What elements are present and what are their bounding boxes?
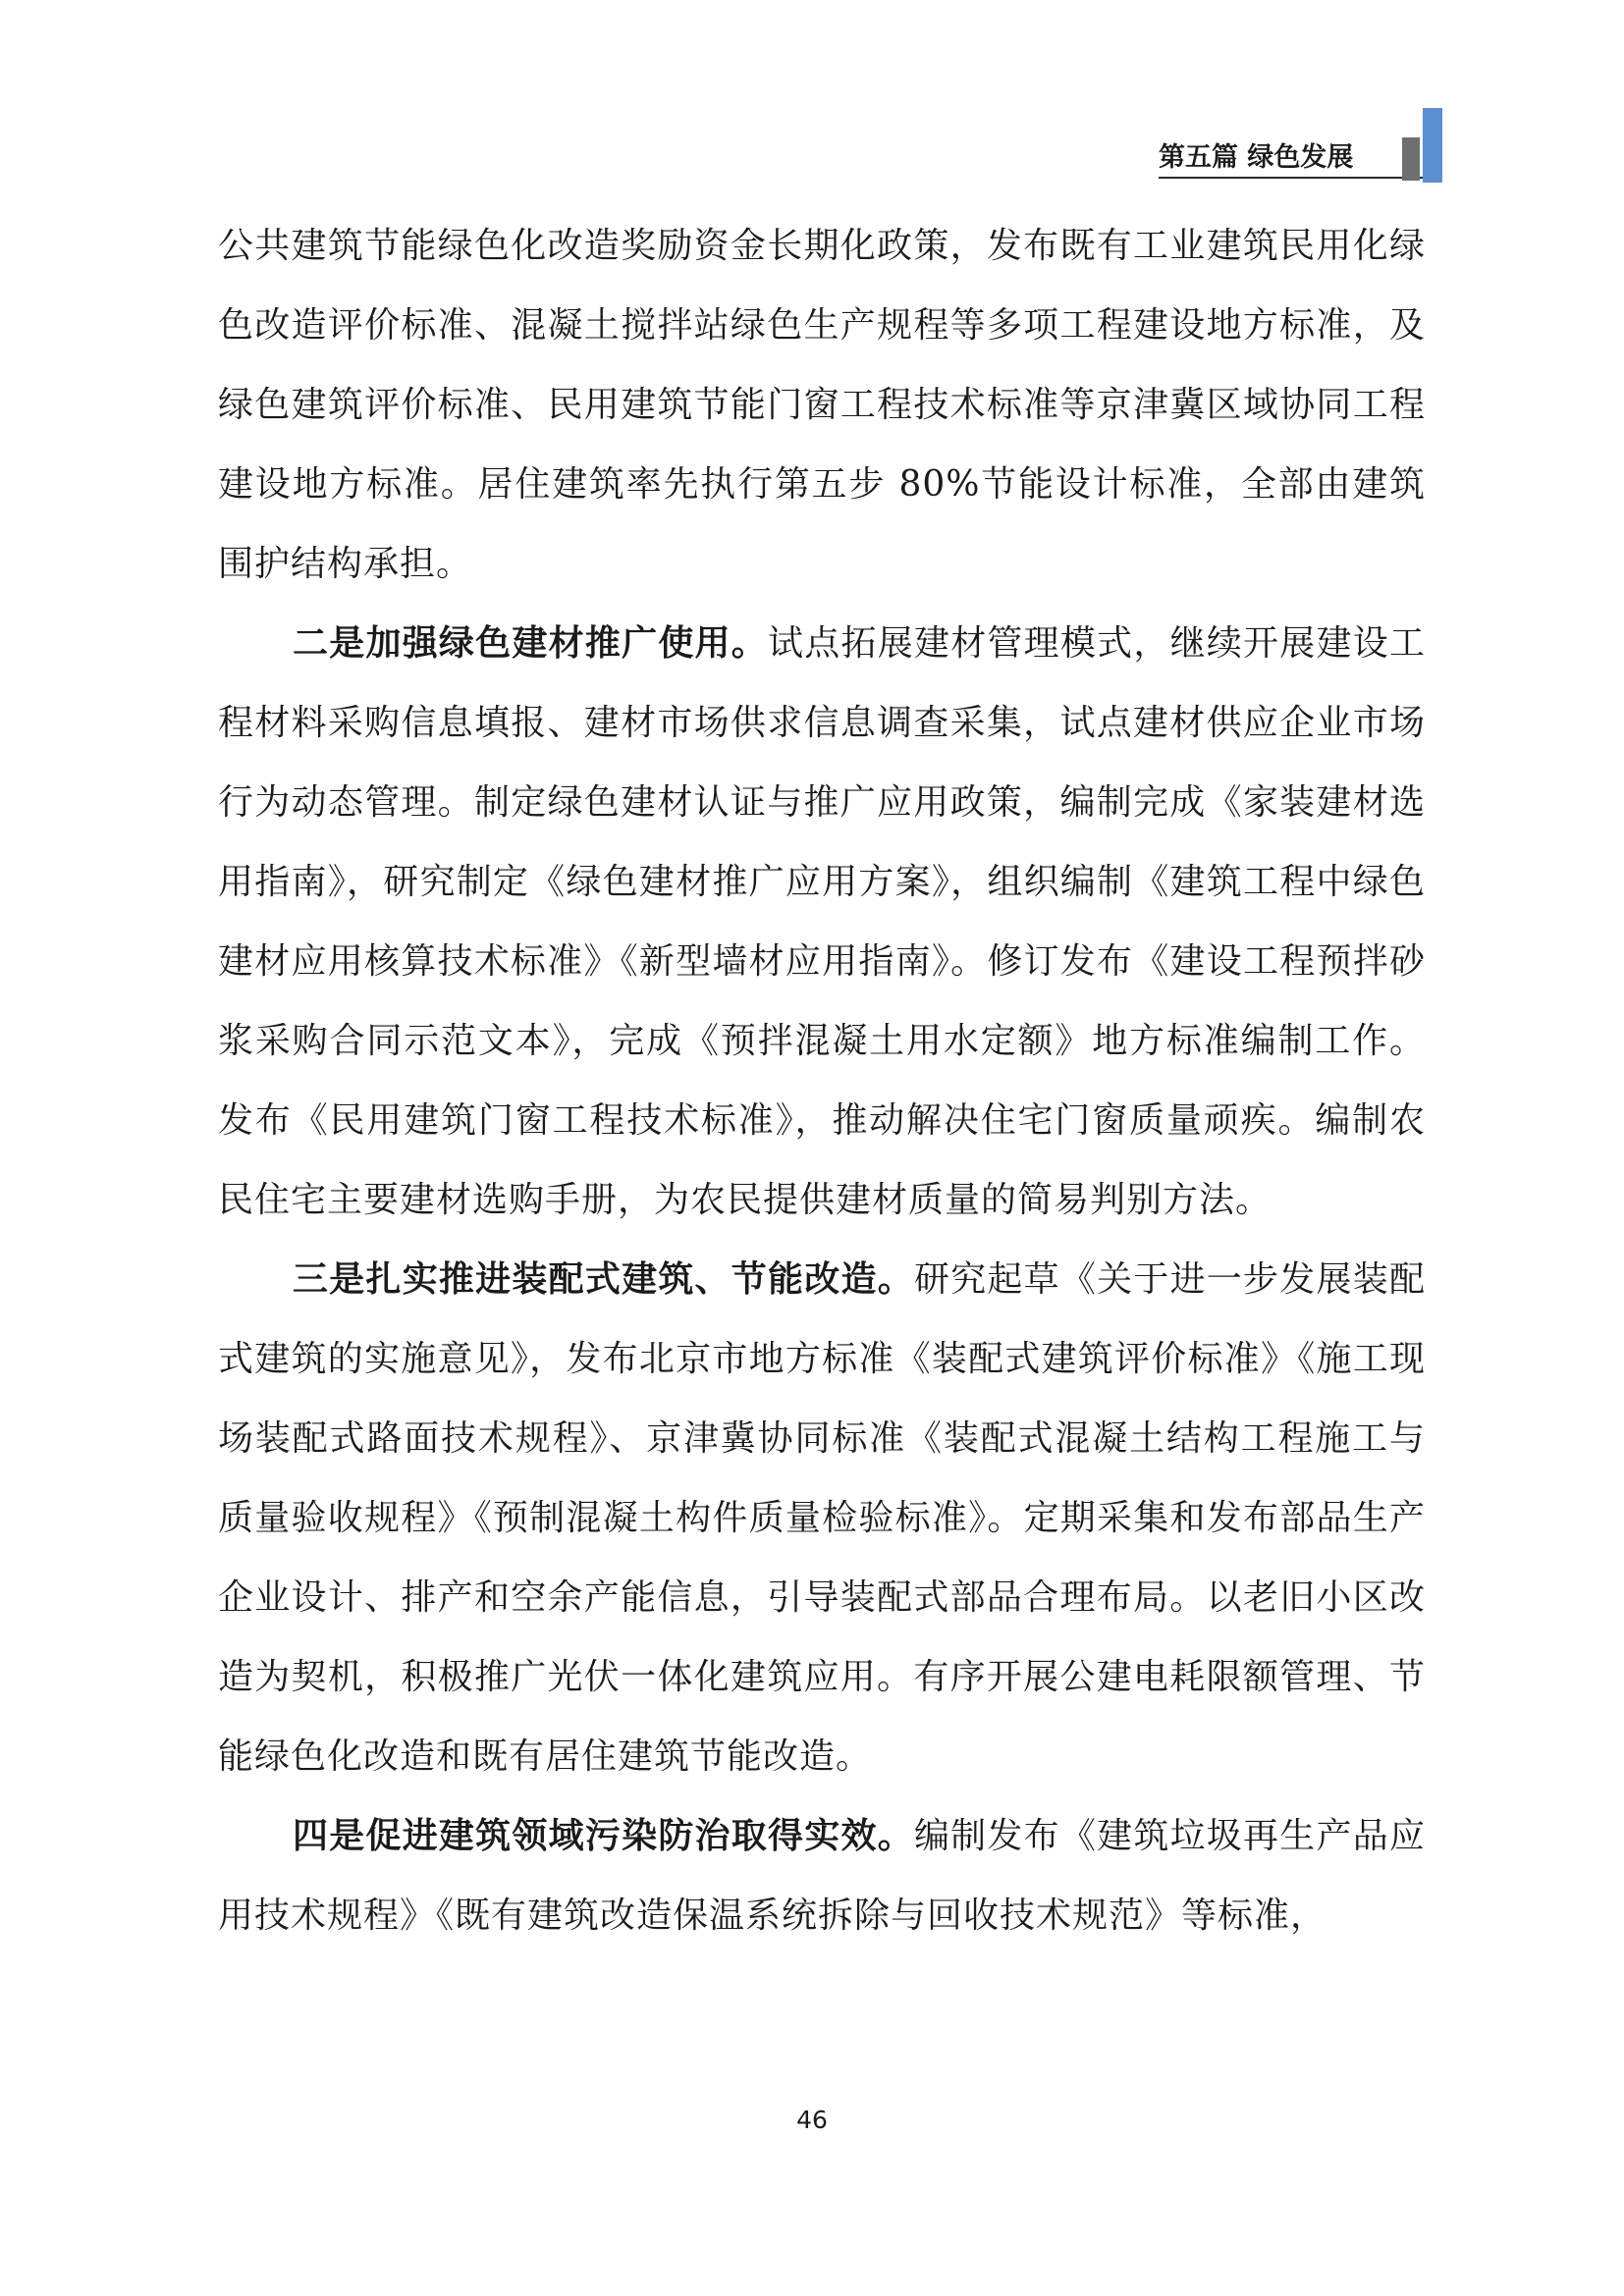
paragraph-green-materials [218,604,1426,1240]
section-title: 第五篇 绿色发展 [1159,142,1354,173]
running-header [0,106,1624,194]
paragraph-text: 公共建筑节能绿色化改造奖励资金长期化政策，发布既有工业建筑民用化绿色改造评价标准、混凝土搅拌站绿色生产规程等多项工程建设地方标准，及绿色建筑评价标准、民用建筑节能门窗工程技术标准等京津冀区域协同工程建设地方标准。居住建筑率先执行第五步 80%节能设计标准，全部由建筑围护结构承担。 [218,226,1426,584]
page-number: 46 [796,2106,828,2134]
header-rule [1159,177,1424,179]
paragraph-text: 研究起草《关于进一步发展装配式建筑的实施意见》，发布北京市地方标准《装配式建筑评价标准》《施工现场装配式路面技术规程》、京津冀协同标准《装配式混凝土结构工程施工与质量验收规程》《预制混凝土构件质量检验标准》。定期采集和发布部品生产企业设计、排产和空余产能信息，引导装配式部品合理布局。以老旧小区改造为契机，积极推广光伏一体化建筑应用。有序开展公建电耗限额管理、节能绿色化改造和既有居住建筑节能改造。 [218,1259,1426,1777]
paragraph-prefab-buildings [218,1240,1426,1796]
paragraph-continued [218,206,1426,604]
paragraph-lead: 三是扎实推进装配式建筑、节能改造。 [293,1259,914,1300]
paragraph-lead: 四是促进建筑领域污染防治取得实效。 [293,1816,914,1856]
paragraph-text: 试点拓展建材管理模式，继续开展建设工程材料采购信息填报、建材市场供求信息调查采集，试点建材供应企业市场行为动态管理。制定绿色建材认证与推广应用政策，编制完成《家装建材选用指南》，研究制定《绿色建材推广应用方案》，组织编制《建筑工程中绿色建材应用核算技术标准》《新型墙材应用指南》。修订发布《建设工程预拌砂浆采购合同示范文本》，完成《预拌混凝土用水定额》地方标准编制工作。发布《民用建筑门窗工程技术标准》，推动解决住宅门窗质量顽疾。编制农民住宅主要建材选购手册，为农民提供建材质量的简易判别方法。 [218,623,1426,1220]
paragraph-lead: 二是加强绿色建材推广使用。 [293,623,769,664]
header-gray-bar [1402,137,1420,181]
body-text [218,206,1426,1955]
paragraph-text: 编制发布《建筑垃圾再生产品应用技术规程》《既有建筑改造保温系统拆除与回收技术规范》等标准， [218,1816,1426,1936]
header-blue-bar [1423,108,1442,183]
paragraph-pollution-control [218,1796,1426,1955]
